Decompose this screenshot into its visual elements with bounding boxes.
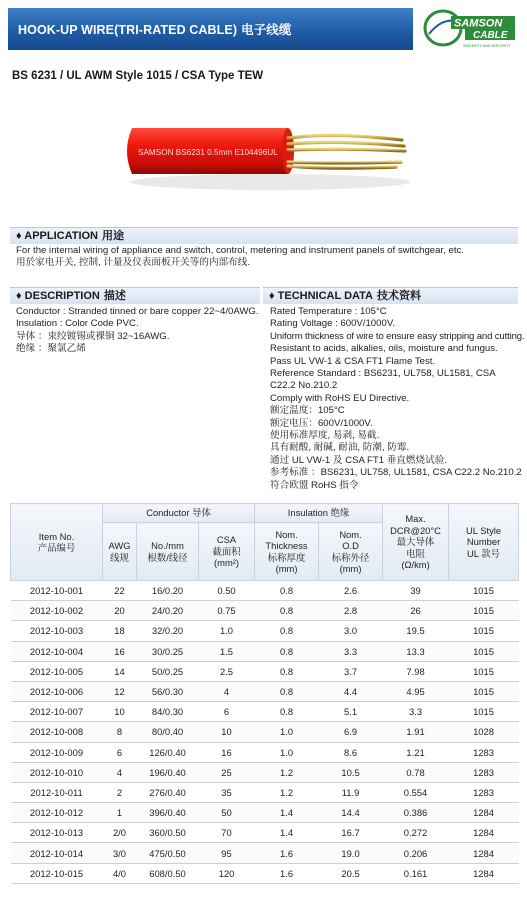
header-thickness [255,523,319,581]
cell-od: 11.9 [319,782,383,802]
cell-ul-style: 1028 [449,722,519,742]
description-line: Insulation : Color Code PVC. [16,318,139,330]
header-csa-en: CSA [216,534,237,546]
table-row [11,843,519,863]
cell-od: 8.6 [319,742,383,762]
technical-line: Reference Standard : BS6231, UL758, UL1581, CSA C22.2 No.210.2 [270,368,496,392]
cell-csa: 16 [199,742,255,762]
cell-dcr: 3.3 [383,702,449,722]
table-body [11,581,519,884]
cell-dcr: 26 [383,601,449,621]
cell-strands: 196/0.40 [137,762,199,782]
application-heading-en: APPLICATION [24,230,99,242]
cell-strands: 608/0.50 [137,863,199,883]
header-strands [137,523,199,581]
description-heading-en: DESCRIPTION [24,290,100,302]
cell-awg: 14 [103,661,137,681]
cell-csa: 95 [199,843,255,863]
technical-line: Rating Voltage : 600V/1000V. [270,318,395,330]
cell-csa: 25 [199,762,255,782]
cable-print-text: SAMSON BS6231 0.5mm E104496UL [138,148,278,157]
header-conductor: Conductor 导体 [103,504,255,523]
cell-dcr: 0.206 [383,843,449,863]
cell-thickness: 1.2 [255,782,319,802]
header-thickness-line: Nom. [275,528,298,540]
technical-line: 使用标准厚度, 易剥, 易截. [270,430,380,442]
spec-table [10,503,519,884]
cell-dcr: 1.21 [383,742,449,762]
cell-item-no: 2012-10-001 [11,581,103,601]
technical-line: Pass UL VW-1 & CSA FT1 Flame Test. [270,355,436,367]
cell-csa: 2.5 [199,661,255,681]
table-row [11,742,519,762]
cell-csa: 35 [199,782,255,802]
cell-strands: 276/0.40 [137,782,199,802]
table-row [11,823,519,843]
cell-item-no: 2012-10-002 [11,601,103,621]
cell-ul-style: 1284 [449,843,519,863]
cell-csa: 70 [199,823,255,843]
header-ul-line: UL 款号 [467,547,501,559]
header-ul [449,504,519,581]
cell-awg: 22 [103,581,137,601]
cell-csa: 1.5 [199,641,255,661]
cell-strands: 30/0.25 [137,641,199,661]
cell-thickness: 0.8 [255,581,319,601]
cell-awg: 3/0 [103,843,137,863]
cell-strands: 56/0.30 [137,681,199,701]
cell-dcr: 0.554 [383,782,449,802]
technical-line: 符合欧盟 RoHS 指令 [270,479,359,491]
logo-text-bottom: CABLE [473,30,508,41]
technical-line: Comply with RoHS EU Directive. [270,392,410,404]
header-dcr-line: 最大导体 [396,536,435,548]
cell-awg: 2 [103,782,137,802]
cell-dcr: 0.386 [383,803,449,823]
cell-ul-style: 1284 [449,803,519,823]
cell-strands: 50/0.25 [137,661,199,681]
cell-csa: 0.75 [199,601,255,621]
cell-dcr: 7.98 [383,661,449,681]
cell-ul-style: 1015 [449,581,519,601]
title-bar [8,8,413,50]
cell-thickness: 1.4 [255,823,319,843]
cell-od: 16.7 [319,823,383,843]
cell-csa: 6 [199,702,255,722]
description-line: 绝缘 ：聚氯乙烯 [16,343,86,355]
cell-dcr: 19.5 [383,621,449,641]
header-od [319,523,383,581]
cell-ul-style: 1283 [449,742,519,762]
table-row [11,722,519,742]
cell-strands: 80/0.40 [137,722,199,742]
description-line: Conductor : Stranded tinned or bare copper 22~4/0AWG. [16,306,259,317]
cell-item-no: 2012-10-011 [11,782,103,802]
header-csa [199,523,255,581]
header-od-line: Nom. [339,528,362,540]
application-heading-cn: 用途 [102,230,125,242]
cell-ul-style: 1283 [449,782,519,802]
cell-strands: 396/0.40 [137,803,199,823]
cell-item-no: 2012-10-013 [11,823,103,843]
cell-awg: 16 [103,641,137,661]
header-ul-line: Number [466,536,501,548]
cell-od: 3.3 [319,641,383,661]
header-dcr-line: Max. [405,513,426,525]
cell-thickness: 1.2 [255,762,319,782]
technical-line: Uniform thickness of wire to ensure easy stripping and cutting. [270,330,525,342]
cell-thickness: 0.8 [255,621,319,641]
cell-awg: 2/0 [103,823,137,843]
cell-awg: 4/0 [103,863,137,883]
cell-csa: 1.0 [199,621,255,641]
header-od-line: 标称外径 [331,551,370,563]
cell-strands: 126/0.40 [137,742,199,762]
cell-od: 10.5 [319,762,383,782]
spec-table-container [10,503,518,884]
cell-thickness: 0.8 [255,641,319,661]
cell-ul-style: 1015 [449,702,519,722]
cell-od: 4.4 [319,681,383,701]
table-row [11,863,519,883]
cell-dcr: 0.272 [383,823,449,843]
header-strands-cn: 根数/线径 [147,551,188,563]
table-row [11,803,519,823]
table-header [11,504,519,581]
cell-awg: 1 [103,803,137,823]
cell-od: 3.0 [319,621,383,641]
cell-ul-style: 1015 [449,621,519,641]
header-item-en: Item No. [38,530,75,542]
application-body [16,245,516,270]
cell-od: 6.9 [319,722,383,742]
technical-line: Rated Temperature : 105°C [270,306,387,317]
table-row [11,681,519,701]
header-od-line: (mm) [339,563,362,574]
title-cn: 电子线缆 [241,23,292,37]
header-thickness-line: 标称厚度 [267,551,306,563]
cell-strands: 32/0.20 [137,621,199,641]
header-dcr-line: (Ω/km) [401,559,430,571]
cell-csa: 50 [199,803,255,823]
technical-body [270,306,525,492]
cell-dcr: 0.78 [383,762,449,782]
header-od-line: O.D [342,540,359,551]
cell-strands: 475/0.50 [137,843,199,863]
description-heading-cn: 描述 [103,290,126,302]
cell-dcr: 0.161 [383,863,449,883]
cell-thickness: 1.0 [255,742,319,762]
cell-od: 5.1 [319,702,383,722]
cell-item-no: 2012-10-006 [11,681,103,701]
cell-strands: 24/0.20 [137,601,199,621]
cell-strands: 360/0.50 [137,823,199,843]
cell-ul-style: 1284 [449,863,519,883]
cell-strands: 84/0.30 [137,702,199,722]
header-csa-unit: (mm²) [214,557,240,569]
table-row [11,641,519,661]
table-row [11,601,519,621]
technical-heading-cn: 技术资料 [377,290,421,302]
table-row [11,661,519,681]
cell-dcr: 39 [383,581,449,601]
cell-csa: 4 [199,681,255,701]
cell-item-no: 2012-10-007 [11,702,103,722]
header-ul-line: UL Style [465,524,502,536]
cell-strands: 16/0.20 [137,581,199,601]
table-row [11,782,519,802]
cell-csa: 0.50 [199,581,255,601]
cell-item-no: 2012-10-003 [11,621,103,641]
cell-od: 2.8 [319,601,383,621]
cell-awg: 4 [103,762,137,782]
standards-subtitle: BS 6231 / UL AWM Style 1015 / CSA Type TEW [12,70,264,82]
cell-dcr: 4.95 [383,681,449,701]
header-csa-cn: 截面积 [212,545,241,557]
cell-item-no: 2012-10-015 [11,863,103,883]
cell-item-no: 2012-10-005 [11,661,103,681]
description-body [16,306,260,356]
cell-awg: 18 [103,621,137,641]
cell-thickness: 0.8 [255,702,319,722]
technical-line: 参考标准 ：BS6231, UL758, UL1581, CSA C22.2 No.210.2 [270,467,522,479]
samson-cable-logo [421,8,521,50]
technical-line: 通过 UL VW-1 及 CSA FT1 垂直燃烧试验. [270,454,447,466]
cell-od: 2.6 [319,581,383,601]
cell-item-no: 2012-10-008 [11,722,103,742]
logo-tagline: SINCERITY AND INTEGRITY [463,44,511,48]
header-item [11,504,103,581]
header-awg-en: AWG [108,540,131,551]
cell-item-no: 2012-10-012 [11,803,103,823]
cell-item-no: 2012-10-014 [11,843,103,863]
cell-thickness: 1.6 [255,863,319,883]
cell-thickness: 1.6 [255,843,319,863]
cell-ul-style: 1015 [449,661,519,681]
cell-od: 14.4 [319,803,383,823]
cell-thickness: 1.4 [255,803,319,823]
application-line: 用於家电开关, 控制, 计量及仪表面板开关等的内部布线. [16,257,250,269]
header-item-cn: 产品编号 [37,542,76,553]
technical-line: Resistant to acids, alkalies, oils, moisture and fungus. [270,343,498,355]
table-row [11,702,519,722]
cell-awg: 10 [103,702,137,722]
table-row [11,581,519,601]
page-title [18,20,292,38]
header-awg [103,523,137,581]
header-thickness-line: Thickness [265,540,308,551]
cell-item-no: 2012-10-010 [11,762,103,782]
cell-dcr: 13.3 [383,641,449,661]
header-thickness-line: (mm) [275,563,298,574]
page-header [8,8,519,50]
cell-csa: 10 [199,722,255,742]
cell-ul-style: 1015 [449,681,519,701]
header-awg-cn: 线规 [110,551,129,563]
header-insulation: Insulation 绝缘 [255,504,383,523]
table-row [11,621,519,641]
cell-od: 20.5 [319,863,383,883]
description-line: 导体 ：束绞镀锡或裸铜 32~16AWG. [16,330,170,342]
technical-line: 具有耐酸, 耐碱, 耐油, 防潮, 防霉. [270,442,410,454]
title-en: HOOK-UP WIRE(TRI-RATED CABLE) [18,23,238,37]
cell-ul-style: 1015 [449,601,519,621]
cell-thickness: 0.8 [255,681,319,701]
logo-text-top: SAMSON [454,17,503,30]
header-dcr-line: DCR@20°C [390,524,441,536]
technical-line: 额定电压：600V/1000V. [270,417,373,429]
cell-od: 3.7 [319,661,383,681]
table-row [11,762,519,782]
header-strands-en: No./mm [151,540,184,551]
cell-ul-style: 1283 [449,762,519,782]
cell-csa: 120 [199,863,255,883]
technical-heading-en: TECHNICAL DATA [277,290,373,302]
application-heading: ♦ APPLICATION 用途 [10,227,518,244]
technical-heading: ♦ TECHNICAL DATA 技术资料 [263,287,518,304]
cell-awg: 20 [103,601,137,621]
cell-item-no: 2012-10-004 [11,641,103,661]
cell-awg: 8 [103,722,137,742]
cell-awg: 6 [103,742,137,762]
cell-dcr: 1.91 [383,722,449,742]
technical-line: 额定温度：105°C [270,405,345,417]
header-dcr [383,504,449,581]
cable-image [120,118,420,198]
header-dcr-line: 电阻 [406,547,425,559]
cell-thickness: 1.0 [255,722,319,742]
application-line: For the internal wiring of appliance and switch, control, metering and instrument panels of switchgear, etc. [16,245,464,256]
cell-awg: 12 [103,681,137,701]
cell-od: 19.0 [319,843,383,863]
description-heading: ♦ DESCRIPTION 描述 [10,287,260,304]
cell-thickness: 0.8 [255,601,319,621]
cell-ul-style: 1015 [449,641,519,661]
cell-item-no: 2012-10-009 [11,742,103,762]
cell-thickness: 0.8 [255,661,319,681]
cell-ul-style: 1284 [449,823,519,843]
